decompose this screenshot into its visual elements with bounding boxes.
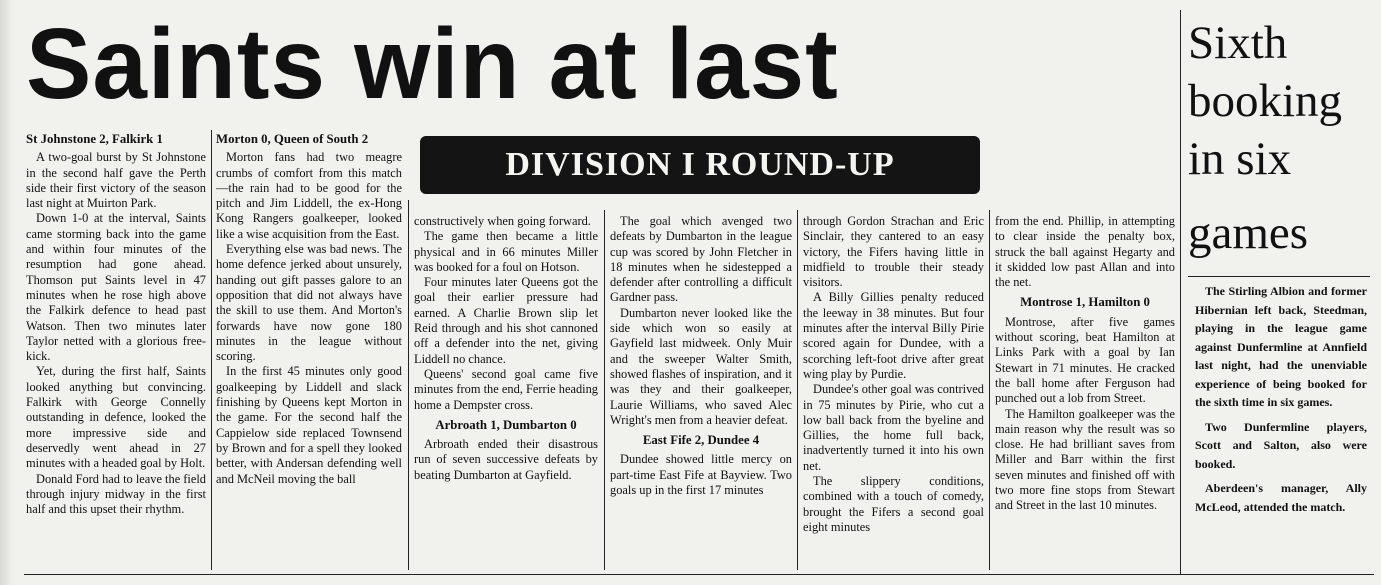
article-paragraph: Yet, during the first half, Saints looked anything but convincing. Falkirk with George Connelly outstanding in defence, looked the more impressive side and deservedly went ahead in 27 minutes with a headed goal by Holt. (26, 364, 206, 471)
sidebar-headline (1188, 14, 1378, 262)
article-paragraph: A Billy Gillies penalty reduced the leeway in 38 minutes. But four minutes after the interval Billy Pirie scored again for Dundee, with a scorching left-foot drive after great wing play by Purdie. (803, 290, 984, 381)
article-heading: Morton 0, Queen of South 2 (216, 132, 369, 146)
article-paragraph: The game then became a little physical and in 66 minutes Miller was booked for a foul on Hotson. (414, 229, 598, 274)
column-rule (797, 210, 798, 570)
column-rule (408, 200, 409, 570)
sidebar-headline-line: in six (1188, 133, 1292, 185)
scanned-edge (0, 0, 18, 585)
sidebar-headline-line: games (1188, 207, 1309, 259)
column-rule (604, 210, 605, 570)
article-continued-col6 (995, 214, 1175, 572)
article-paragraph: Queens' second goal came five minutes from the end, Ferrie heading home a Dempster cross. (414, 366, 598, 412)
article-paragraph: Dundee's other goal was contrived in 75 minutes by Pirie, who cut a low ball back from the byeline and Gillies, the home full back, inadvertently turned it into his own net. (803, 382, 984, 473)
sidebar-paragraph: Aberdeen's manager, Ally McLeod, attended the match. (1195, 481, 1367, 514)
article-paragraph: A two-goal burst by St Johnstone in the second half gave the Perth side their first victory of the season last night at Muirton Park. (26, 150, 206, 211)
sidebar-paragraph: The Stirling Albion and former Hibernian left back, Steedman, playing in the league game against Dunfermline at Annfield last night, had the unenviable experience of being booked for the sixth time in six games. (1195, 284, 1367, 409)
article-paragraph: through Gordon Strachan and Eric Sinclair, they cantered to an easy victory, the Fifers having little in midfield to trouble their steady visitors. (803, 214, 984, 290)
article-paragraph: The slippery conditions, combined with a touch of comedy, brought the Fifers a second goal eight minutes (803, 474, 984, 534)
article-paragraph: Montrose, after five games without scoring, beat Hamilton at Links Park with a goal by Ian Stewart in 71 minutes. He cracked the ball home after Ferguson had punched out a lob from Street. (995, 314, 1175, 406)
column-rule (211, 130, 212, 570)
sidebar-headline-line: booking (1188, 75, 1343, 127)
article-paragraph: constructively when going forward. (414, 214, 591, 228)
article-paragraph: Dundee showed little mercy on part-time East Fife at Bayview. Two goals up in the first 17 minutes (610, 452, 792, 498)
article-heading: Arbroath 1, Dumbarton 0 (435, 417, 577, 432)
sidebar-rule (1180, 10, 1181, 575)
article-paragraph: Everything else was bad news. The home defence jerked about unsurely, handing out gift passes galore to an opposition that did not always have the skill to use them. And Morton's forwards have now gone 180 minutes in the league without scoring. (216, 242, 402, 364)
sidebar-paragraph: Two Dunfermline players, Scott and Salton, also were booked. (1195, 419, 1367, 471)
sidebar-article (1195, 282, 1367, 522)
column-rule (989, 210, 990, 570)
article-paragraph: Dumbarton never looked like the side which won so easily at Gayfield last midweek. Only Muir and the sweeper Walter Smith, showed flashes of inspiration, and it was they and their goalkeeper, Laurie Williams, who saved Alec Wright's men from a heavier defeat. (610, 305, 792, 427)
article-heading: East Fife 2, Dundee 4 (642, 433, 760, 448)
article-heading: Montrose 1, Hamilton 0 (1020, 295, 1150, 310)
article-paragraph: Four minutes later Queens got the goal their earlier pressure had earned. A Charlie Brown slip let Reid through and his shot cannoned off a defender into the net, giving Liddell no chance. (414, 275, 598, 366)
section-banner: DIVISION I ROUND-UP (420, 136, 980, 194)
article-paragraph: Down 1-0 at the interval, Saints came storming back into the game and within four minutes of the resumption had gone ahead. Thomson put Saints level in 47 minutes when he rose high above the Falkirk defence to head past Watson. Then two minutes later Taylor netted with a glorious free-kick. (26, 211, 206, 364)
article-continued-col5 (803, 214, 984, 572)
article-continued-col3 (414, 214, 598, 572)
article-paragraph: Morton fans had two meagre crumbs of comfort from this match—the rain had to be good for the pitch and Jim Liddell, the ex-Hong Kong Rangers goalkeeper, looked like a wise acquisition from the East. (216, 150, 402, 241)
article-paragraph: In the first 45 minutes only good goalkeeping by Liddell and slack finishing by Queens kept Morton in the game. For the second half the Cappielow side replaced Townsend by Brown and for a spell they looked better, with Andersan defending well and McNeil moving the ball (216, 364, 402, 486)
article-continued-col4 (610, 214, 792, 572)
article-paragraph: The goal which avenged two defeats by Dumbarton in the league cup was scored by John Fletcher in 18 minutes when he sidestepped a defender after controlling a difficult Gardner pass. (610, 214, 792, 305)
article-morton-queen-of-south (216, 132, 402, 572)
article-st-johnstone-falkirk (26, 132, 206, 572)
article-paragraph: Donald Ford had to leave the field through injury midway in the first half and this upset their rhythm. (26, 471, 206, 517)
article-paragraph: The Hamilton goalkeeper was the main reason why the result was so close. He had brilliant saves from Miller and Barr within the first seven minutes and finished off with two more fine stops from Stewart and Street in the last 10 minutes. (995, 406, 1175, 513)
main-headline: Saints win at last (26, 8, 839, 120)
bottom-rule (24, 574, 1374, 575)
sidebar-headline-line: Sixth (1188, 17, 1288, 69)
article-heading: St Johnstone 2, Falkirk 1 (26, 132, 163, 146)
article-paragraph: Arbroath ended their disastrous run of seven successive defeats by beating Dumbarton at Gayfield. (414, 437, 598, 482)
article-paragraph: from the end. Phillip, in attempting to clear inside the penalty box, struck the ball against Hegarty and it skidded low past Allan and into the net. (995, 214, 1175, 290)
sidebar-divider (1188, 276, 1370, 277)
